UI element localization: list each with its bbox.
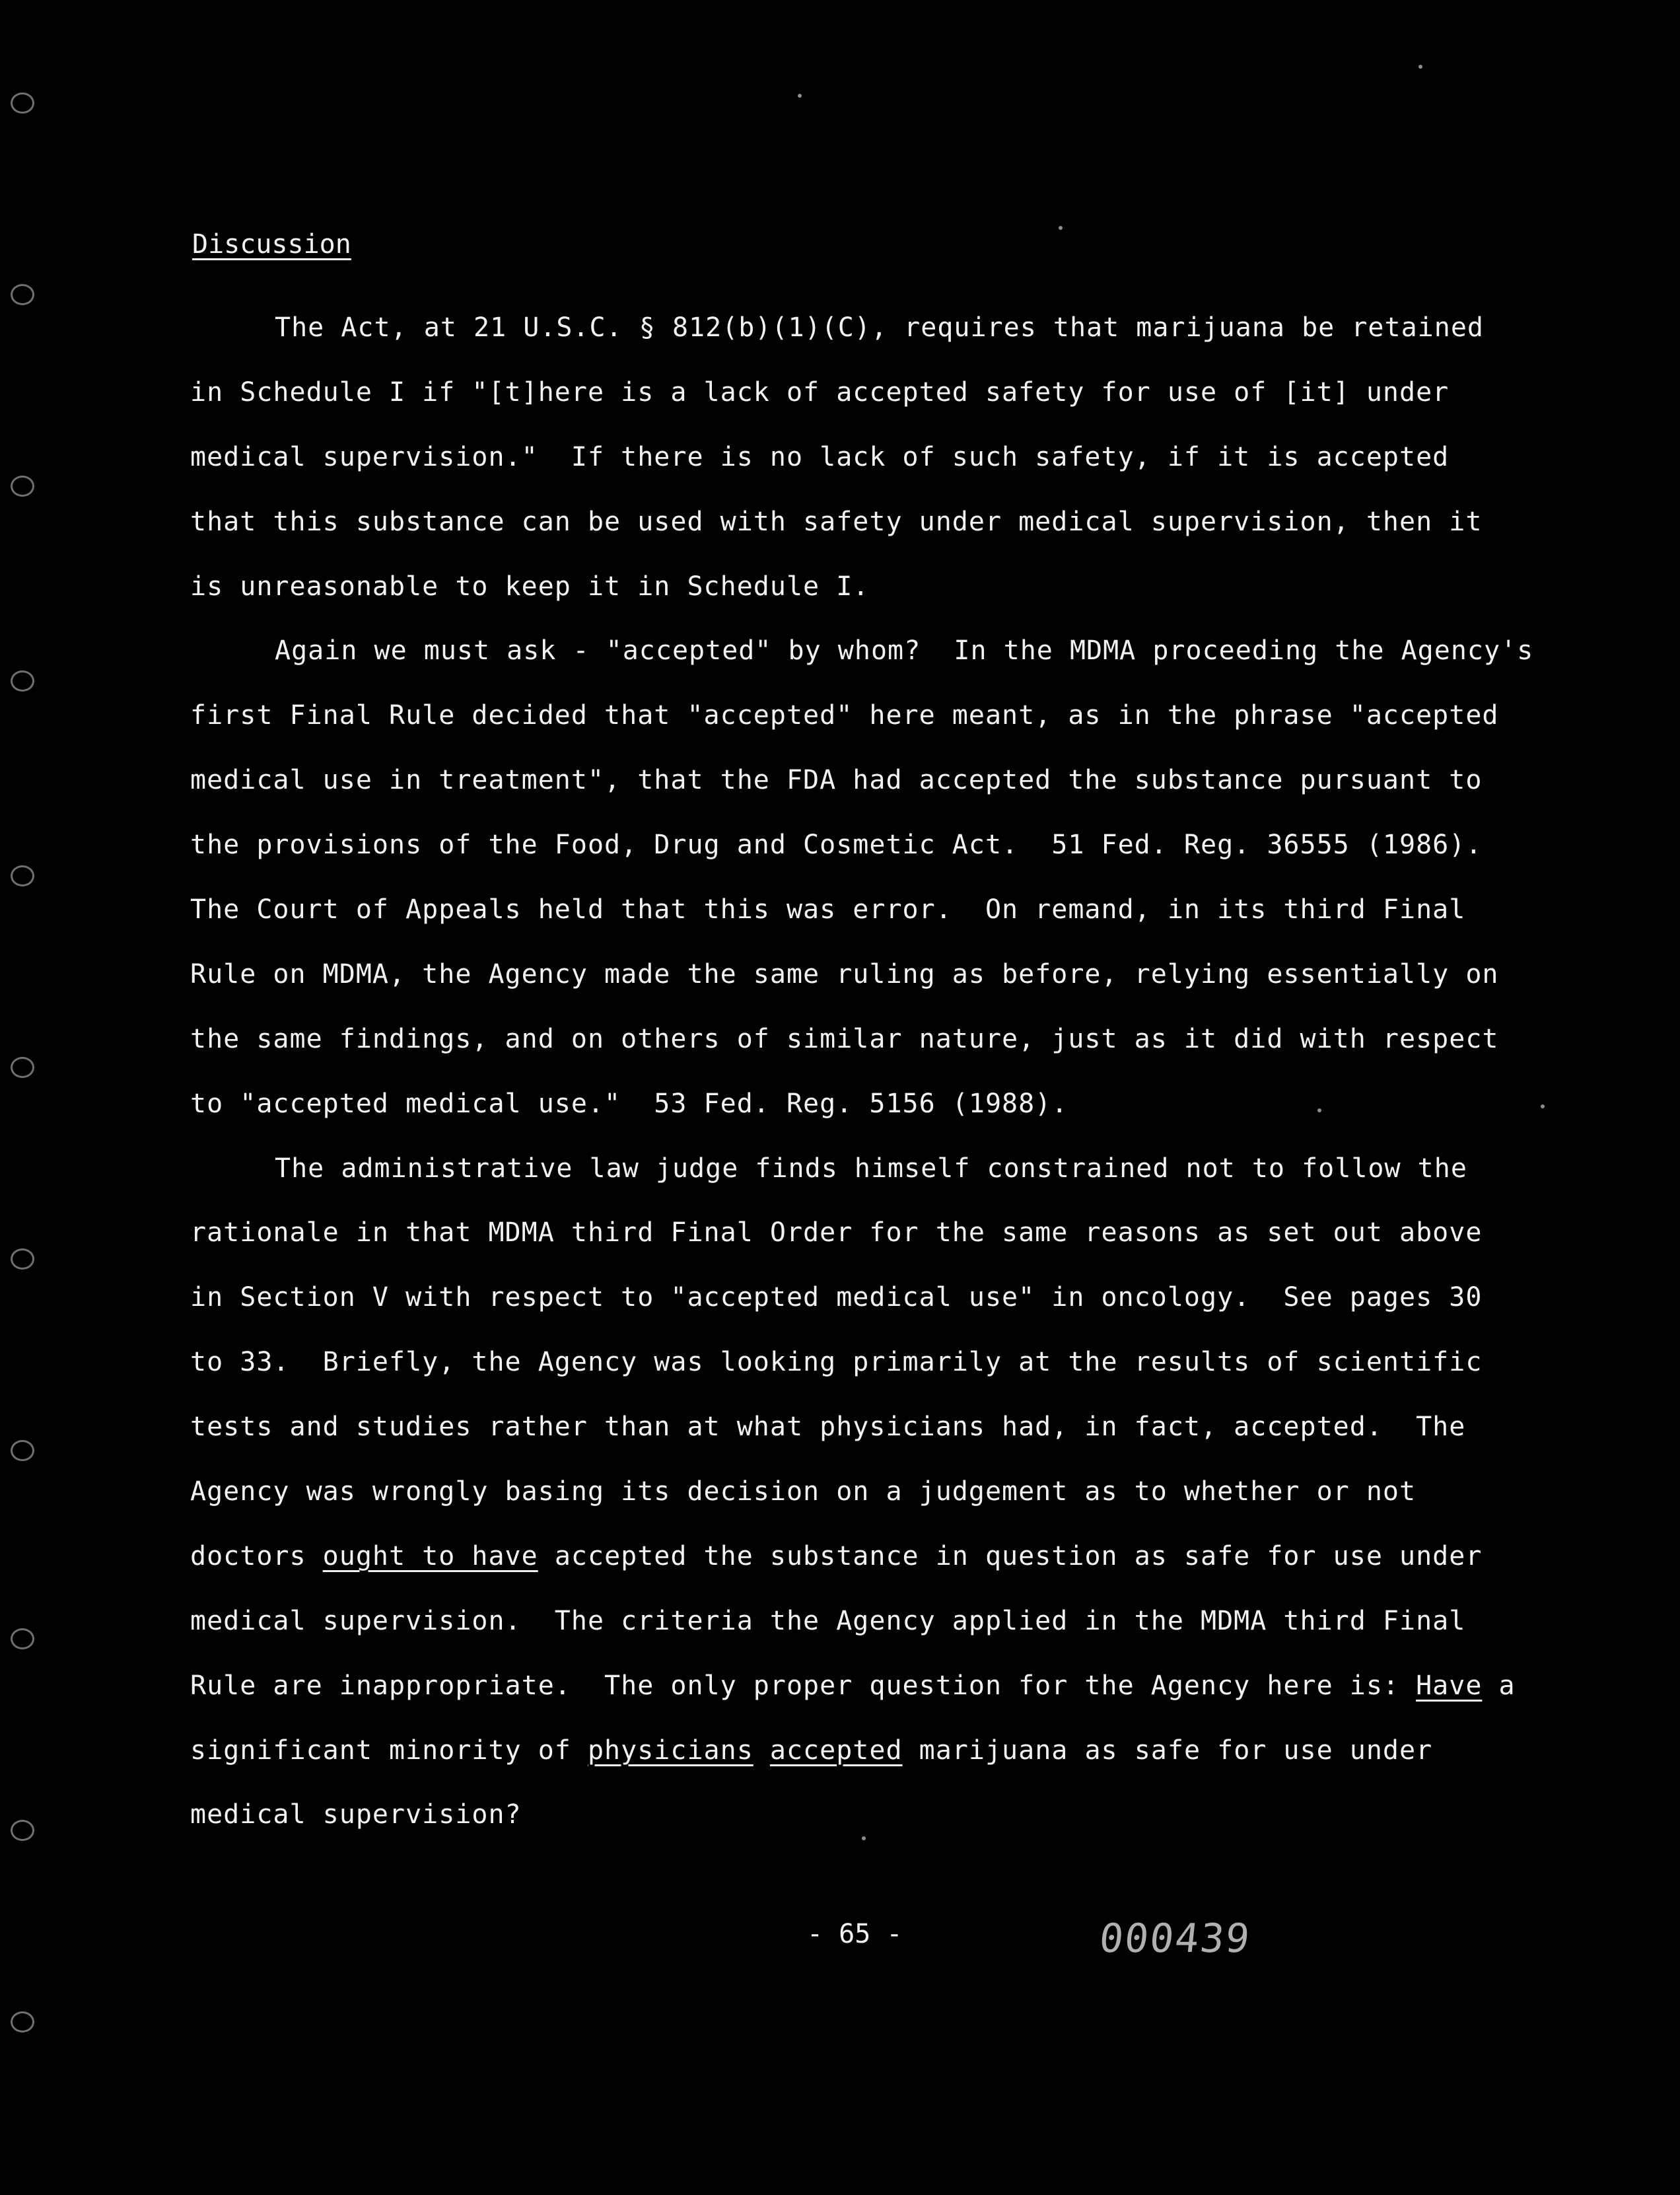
binder-hole-mark: [11, 1820, 34, 1841]
text-line: The administrative law judge finds himself constrained not to follow the: [275, 1153, 1467, 1184]
text-line: medical supervision." If there is no lack of such safety, if it is accepted: [190, 441, 1450, 472]
text-line: medical supervision. The criteria the Agency applied in the MDMA third Final: [190, 1605, 1466, 1636]
binder-hole-mark: [11, 476, 34, 497]
text-segment: a: [1482, 1670, 1516, 1701]
scan-speck: [798, 94, 802, 98]
text-line: first Final Rule decided that "accepted" here meant, as in the phrase "accepted: [190, 700, 1499, 731]
text-line: in Schedule I if "[t]here is a lack of accepted safety for use of [it] under: [190, 377, 1450, 408]
text-line: medical use in treatment", that the FDA had accepted the substance pursuant to: [190, 765, 1483, 796]
text-line: to 33. Briefly, the Agency was looking primarily at the results of scientific: [190, 1347, 1483, 1378]
text-line: the provisions of the Food, Drug and Cosmetic Act. 51 Fed. Reg. 36555 (1986).: [190, 830, 1483, 861]
text-line: the same findings, and on others of similar nature, just as it did with respect: [190, 1023, 1499, 1054]
scan-speck: [1059, 226, 1063, 230]
text-line: Again we must ask - "accepted" by whom? In the MDMA proceeding the Agency's: [275, 635, 1534, 666]
underlined-phrase: accepted: [769, 1735, 903, 1766]
text-line: Agency was wrongly basing its decision on a judgement as to whether or not: [190, 1476, 1417, 1507]
text-line: [190, 1654, 1564, 1719]
binder-hole-mark: [11, 2011, 34, 2033]
text-line: The Act, at 21 U.S.C. § 812(b)(1)(C), requires that marijuana be retained: [275, 312, 1484, 343]
section-heading: Discussion: [192, 229, 351, 260]
binder-hole-mark: [11, 1248, 34, 1270]
binder-hole-mark: [11, 284, 34, 305]
binder-hole-mark: [11, 1440, 34, 1461]
binder-hole-mark: [11, 92, 34, 114]
text-line: [190, 1719, 1564, 1783]
underlined-phrase: Have: [1416, 1670, 1483, 1701]
text-segment: marijuana as safe for use under: [902, 1735, 1433, 1766]
underlined-phrase: ought to have: [322, 1540, 538, 1571]
text-line: [190, 1525, 1564, 1589]
text-segment: significant minority of: [190, 1735, 588, 1766]
scan-speck: [1418, 65, 1422, 69]
page-number: - 65 -: [807, 1919, 903, 1949]
text-line: to "accepted medical use." 53 Fed. Reg. 5156 (1988).: [190, 1088, 1068, 1119]
text-line: medical supervision?: [190, 1799, 522, 1830]
binder-hole-mark: [11, 1057, 34, 1078]
text-line: Rule on MDMA, the Agency made the same ruling as before, relying essentially on: [190, 958, 1499, 990]
body-text: [190, 296, 1564, 1848]
text-line: rationale in that MDMA third Final Order for the same reasons as set out above: [190, 1217, 1483, 1248]
text-line: in Section V with respect to "accepted medical use" in oncology. See pages 30: [190, 1282, 1483, 1313]
text-segment: doctors: [190, 1540, 323, 1571]
binder-hole-mark: [11, 1628, 34, 1649]
text-line: The Court of Appeals held that this was error. On remand, in its third Final: [190, 894, 1466, 925]
text-segment: accepted the substance in question as safe for use under: [538, 1540, 1483, 1571]
bates-stamp: 000439: [1097, 1916, 1253, 1962]
binder-hole-mark: [11, 865, 34, 886]
text-line: tests and studies rather than at what physicians had, in fact, accepted. The: [190, 1412, 1466, 1443]
underlined-phrase: physicians: [587, 1735, 753, 1766]
binder-hole-mark: [11, 670, 34, 692]
text-line: is unreasonable to keep it in Schedule I.: [190, 571, 870, 602]
text-segment: Rule are inappropriate. The only proper question for the Agency here is:: [190, 1670, 1417, 1701]
text-line: that this substance can be used with safety under medical supervision, then it: [190, 506, 1483, 537]
